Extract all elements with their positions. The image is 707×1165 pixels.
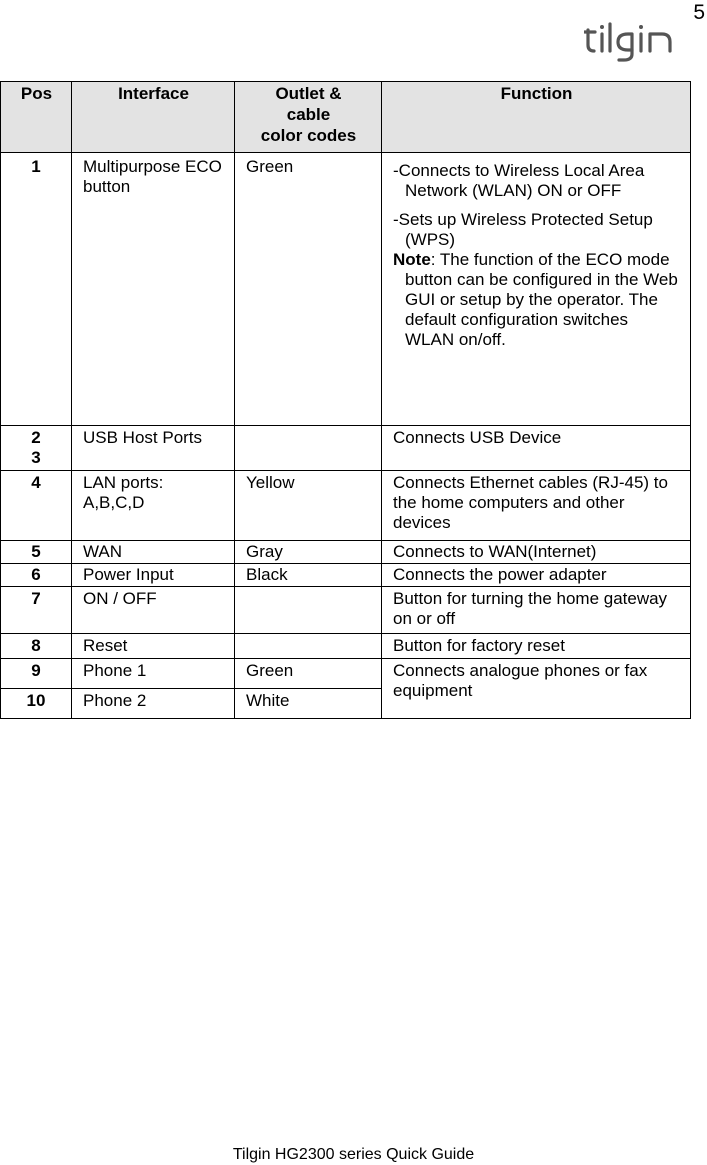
row-function: Button for turning the home gateway on or off xyxy=(382,587,691,634)
row-pos: 1 xyxy=(1,153,72,426)
row-color: Yellow xyxy=(235,471,382,541)
row-interface: WAN xyxy=(72,541,235,564)
table-row xyxy=(1,541,691,564)
row-interface: Phone 2 xyxy=(72,689,235,719)
function-paragraph: -Connects to Wireless Local Area Network (WLAN) ON or OFF xyxy=(393,161,645,200)
table-row xyxy=(1,471,691,541)
table-row xyxy=(1,634,691,659)
header-interface: Interface xyxy=(72,82,235,153)
row-color: Green xyxy=(235,659,382,689)
row-pos: 10 xyxy=(1,689,72,719)
row-color xyxy=(235,634,382,659)
header-outlet-line3: color codes xyxy=(260,126,357,145)
row-interface: LAN ports: A,B,C,D xyxy=(72,471,235,541)
row-function: Connects Ethernet cables (RJ-45) to the home computers and other devices xyxy=(382,471,691,541)
function-paragraph: -Sets up Wireless Protected Setup (WPS) xyxy=(393,210,653,249)
row-interface: ON / OFF xyxy=(72,587,235,634)
header-function: Function xyxy=(382,82,691,153)
row-color: White xyxy=(235,689,382,719)
note-text: : The function of the ECO mode button can be configured in the Web GUI or setup by the operator. The default configuration switches WLAN on/off. xyxy=(405,250,678,349)
tilgin-logo xyxy=(584,16,694,62)
header-pos: Pos xyxy=(1,82,72,153)
row-function: Connects analogue phones or fax equipment xyxy=(382,659,691,719)
row-interface: Phone 1 xyxy=(72,659,235,689)
row-interface: USB Host Ports xyxy=(72,426,235,471)
table-row xyxy=(1,659,691,689)
header-outlet-line2: cable xyxy=(286,105,331,124)
row-function: Connects USB Device xyxy=(382,426,691,471)
table-row xyxy=(1,153,691,426)
function-note xyxy=(393,250,680,350)
row-pos: 8 xyxy=(1,634,72,659)
row-function: Connects to WAN(Internet) xyxy=(382,541,691,564)
row-function: Button for factory reset xyxy=(382,634,691,659)
row-pos: 4 xyxy=(1,471,72,541)
tilgin-logo-mark xyxy=(584,16,694,62)
row-interface: Power Input xyxy=(72,564,235,587)
row-color: Green xyxy=(235,153,382,426)
row-color xyxy=(235,587,382,634)
row-color: Gray xyxy=(235,541,382,564)
row-pos-b: 3 xyxy=(31,448,41,467)
row-color: Black xyxy=(235,564,382,587)
row-function xyxy=(382,153,691,426)
table-row xyxy=(1,587,691,634)
row-interface: Multipurpose ECO button xyxy=(72,153,235,426)
row-pos: 7 xyxy=(1,587,72,634)
table-row xyxy=(1,426,691,471)
table-row xyxy=(1,564,691,587)
note-label: Note xyxy=(393,250,431,269)
row-pos: 5 xyxy=(1,541,72,564)
row-color xyxy=(235,426,382,471)
row-interface: Reset xyxy=(72,634,235,659)
page-footer: Tilgin HG2300 series Quick Guide xyxy=(232,1146,475,1163)
row-pos: 9 xyxy=(1,659,72,689)
table-header-row xyxy=(1,82,691,153)
page-number: 5 xyxy=(693,1,705,24)
row-function: Connects the power adapter xyxy=(382,564,691,587)
header-outlet xyxy=(235,82,382,153)
row-pos xyxy=(1,426,72,471)
header-outlet-line1: Outlet & xyxy=(275,84,342,103)
row-pos: 6 xyxy=(1,564,72,587)
row-pos-a: 2 xyxy=(31,428,41,447)
interface-table xyxy=(0,81,691,719)
